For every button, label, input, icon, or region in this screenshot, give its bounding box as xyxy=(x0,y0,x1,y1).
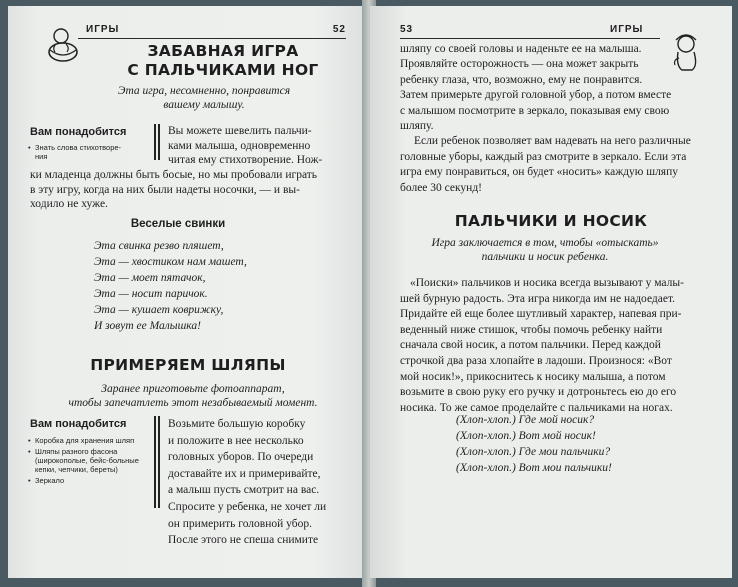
poem-line: Эта — моет пятачок, xyxy=(94,272,206,284)
poem-line: И зовут ее Малышка! xyxy=(94,320,201,332)
text-line: возьмите в свою руку его ручку и дотроньтесь ею до его xyxy=(400,386,677,399)
text-line: шляпу со своей головы и наденьте ее на малыша. xyxy=(400,43,642,55)
section-title xyxy=(90,42,356,80)
text-line: а малыш пусть смотрит на вас. xyxy=(168,484,320,497)
text-line: ходило не хуже. xyxy=(30,198,108,211)
page-number: 52 xyxy=(332,24,346,35)
box-divider xyxy=(154,416,156,508)
poem-line: (Хлоп-хлоп.) Вот мои пальчики! xyxy=(456,462,612,474)
text-line: шляпу. xyxy=(400,120,434,133)
text-line: головных уборов. По очереди xyxy=(168,451,314,464)
text-line: Возьмите большую коробку xyxy=(168,418,306,430)
text-line: ками малыша, одновременно xyxy=(168,139,311,152)
box-divider xyxy=(158,416,160,508)
intro-line: Игра заключается в том, чтобы «отыскать» xyxy=(431,237,659,249)
text-line: сначала свой носик, а потом пальчики. Перед каждой xyxy=(400,339,661,352)
text-line: После этого не спеша снимите xyxy=(168,534,319,547)
text-line: доставайте их и примеривайте, xyxy=(168,467,321,480)
left-running-head xyxy=(78,24,346,39)
text-line: игра ему понравиться, он будет «носить» каждую шляпу xyxy=(400,166,679,179)
poem-title: Веселые свинки xyxy=(130,218,226,230)
text-line: ки младенца должны быть босые, но мы пробовали играть xyxy=(30,169,318,181)
box-divider xyxy=(158,124,160,160)
baby-with-pot-illustration-icon xyxy=(46,26,80,66)
needs-box-list xyxy=(28,143,146,163)
text-line: носика. То же самое проделайте с пальчиками на ногах. xyxy=(400,401,673,414)
intro-line: чтобы запечатлеть этот незабываемый момент. xyxy=(68,397,318,409)
intro-line: вашему малышу. xyxy=(163,99,245,111)
intro-line: Эта игра, несомненно, понравится xyxy=(117,85,291,97)
text-line: читая ему стихотворение. Нож- xyxy=(168,154,323,167)
section-intro xyxy=(38,382,348,410)
text-line: в эту игру, когда на них были надеты носочки, — и вы- xyxy=(30,183,300,196)
poem-line: Эта — носит паричок. xyxy=(94,288,208,300)
needs-box-title: Вам понадобится xyxy=(30,126,127,138)
title-line: С ПАЛЬЧИКАМИ НОГ xyxy=(127,61,319,79)
needs-item: • Коробка для хранения шляп xyxy=(28,436,146,445)
poem xyxy=(94,238,247,334)
running-head-title: ИГРЫ xyxy=(86,24,120,35)
running-head-title: ИГРЫ xyxy=(610,24,644,35)
text-line: Придайте ей еще более шутливый характер, напевая при- xyxy=(400,308,682,321)
text-line: ребенку глаза, что, возможно, ему не понравится. xyxy=(400,73,643,86)
section-text xyxy=(168,416,350,549)
text-line: мой носик!», прикоснитесь к носику малыша, а потом xyxy=(400,370,666,383)
needs-box-list xyxy=(28,436,146,487)
section-title: ПАЛЬЧИКИ И НОСИК xyxy=(454,212,648,230)
needs-item: • Знать слова стихотворе- ния xyxy=(28,143,146,161)
intro-line: пальчики и носик ребенка. xyxy=(481,251,609,263)
text-line: с малышом посмотрите в зеркало, показывая ему свою xyxy=(400,104,670,117)
page-number: 53 xyxy=(400,24,414,35)
section-title: ПРИМЕРЯЕМ ШЛЯПЫ xyxy=(90,356,286,374)
section-intro xyxy=(400,236,690,264)
text-line: Вы можете шевелить пальчи- xyxy=(168,125,312,137)
continued-text xyxy=(400,42,691,196)
poem-line: (Хлоп-хлоп.) Вот мой носик! xyxy=(456,430,596,442)
needs-box-title: Вам понадобится xyxy=(30,418,127,430)
section-text xyxy=(400,276,700,416)
right-running-head xyxy=(400,24,660,39)
title-line: ЗАБАВНАЯ ИГРА xyxy=(147,42,299,60)
poem-line: Эта — кушает коврижку, xyxy=(94,304,224,316)
text-line: «Поиски» пальчиков и носика всегда вызывают у малы- xyxy=(410,277,684,289)
poem-line: (Хлоп-хлоп.) Где мой носик? xyxy=(456,414,595,426)
text-line: веденный ниже стишок, чтобы помочь ребенку найти xyxy=(400,323,663,336)
text-line: более 30 секунд! xyxy=(400,181,483,194)
text-line: Спросите у ребенка, не хочет ли xyxy=(168,500,327,513)
section-text xyxy=(30,168,350,212)
section-intro xyxy=(80,84,328,112)
section-text xyxy=(168,124,348,168)
baby-with-hat-illustration-icon xyxy=(670,32,704,72)
poem-line: Эта свинка резво пляшет, xyxy=(94,240,224,252)
needs-item: • Зеркало xyxy=(28,476,146,485)
left-page xyxy=(8,6,368,578)
poem-line: (Хлоп-хлоп.) Где мои пальчики? xyxy=(456,446,611,458)
intro-line: Заранее приготовьте фотоаппарат, xyxy=(101,383,285,395)
text-line: Если ребенок позволяет вам надевать на него различные xyxy=(414,135,691,148)
text-line: Затем примерьте другой головной убор, а потом вместе xyxy=(400,89,672,102)
right-page xyxy=(370,6,732,578)
box-divider xyxy=(154,124,156,160)
text-line: и положите в нее несколько xyxy=(168,434,304,447)
poem xyxy=(456,412,612,476)
poem-line: Эта — хвостиком нам машет, xyxy=(94,256,247,268)
text-line: строчкой два раза хлопайте в ладоши. Произнося: «Вот xyxy=(400,354,672,367)
needs-item: • Шляпы разного фасона (широкополые, бейс-больные кепки, чепчики, береты) xyxy=(28,447,146,474)
text-line: головные уборы, каждый раз смотрите в зеркало. Если эта xyxy=(400,150,687,163)
text-line: он примерить головной убор. xyxy=(168,517,312,530)
text-line: шей бурную радость. Эта игра никогда им не надоедает. xyxy=(400,292,676,305)
text-line: Проявляйте осторожность — она может закрыть xyxy=(400,58,639,71)
